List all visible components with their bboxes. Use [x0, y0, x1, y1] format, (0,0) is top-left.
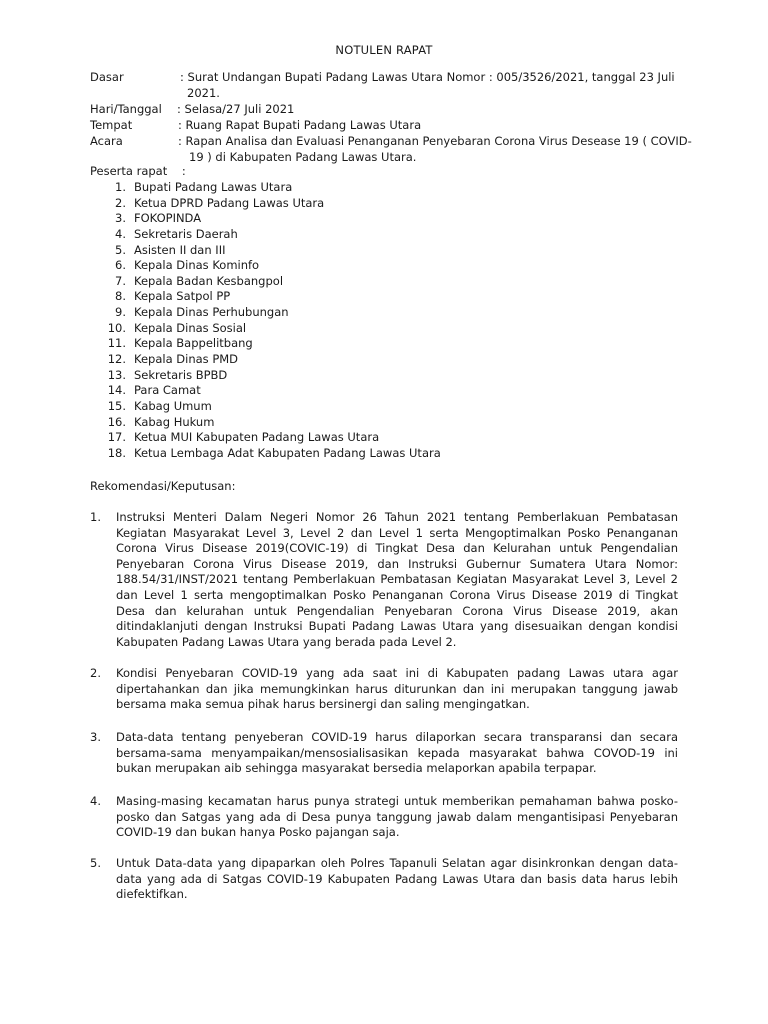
field-tempat-value: : Ruang Rapat Bupati Padang Lawas Utara: [178, 118, 422, 132]
list-item: 9. Kepala Dinas Perhubungan: [115, 305, 289, 320]
list-item: 12. Kepala Dinas PMD: [107, 352, 239, 367]
field-acara-label: Acara: [90, 134, 123, 148]
field-acara-value-cont: 19 ) di Kabupaten Padang Lawas Utara.: [189, 150, 417, 164]
list-item: 6. Kepala Dinas Kominfo: [115, 258, 260, 273]
rekomendasi-label: Rekomendasi/Keputusan:: [90, 479, 236, 493]
decision-number: 3.: [90, 730, 101, 744]
decision-number: 5.: [90, 856, 101, 870]
list-item: 3. FOKOPINDA: [115, 211, 202, 226]
decision-text: Masing-masing kecamatan harus punya strategi untuk memberikan pemahaman bahwa posko-posko dan Satgas yang ada di Desa punya tanggung jawab dalam mengantisipasi Penyebaran COVID-19 dan bukan hanya Posko pajangan saja.: [116, 794, 678, 840]
decision-item-5: [90, 856, 678, 903]
list-item: 1. Bupati Padang Lawas Utara: [115, 180, 293, 194]
field-dasar-value-cont: 2021.: [187, 86, 220, 100]
peserta-label: Peserta rapat :: [90, 164, 186, 178]
decision-number: 4.: [90, 794, 101, 808]
field-hari-value: : Selasa/27 Juli 2021: [177, 102, 295, 116]
list-item: 14. Para Camat: [107, 383, 201, 398]
decision-number: 1.: [90, 510, 101, 524]
list-item: 10. Kepala Dinas Sosial: [107, 320, 247, 335]
list-item: 16. Kabag Hukum: [107, 414, 215, 429]
list-item: 7. Kepala Badan Kesbangpol: [115, 273, 284, 288]
field-dasar-value: : Surat Undangan Bupati Padang Lawas Utara Nomor : 005/3526/2021, tanggal 23 Juli: [180, 70, 675, 84]
list-item: 18. Ketua Lembaga Adat Kabupaten Padang Lawas Utara: [107, 445, 441, 460]
field-hari-label: Hari/Tanggal: [90, 102, 162, 116]
list-item: 4. Sekretaris Daerah: [115, 226, 238, 241]
decision-item-1: [90, 510, 678, 650]
field-tempat-label: Tempat: [90, 118, 133, 132]
peserta-list: [106, 180, 441, 462]
list-item: 15. Kabag Umum: [107, 398, 212, 413]
list-item: 17. Ketua MUI Kabupaten Padang Lawas Utara: [107, 430, 380, 445]
document-title: NOTULEN RAPAT: [335, 43, 433, 57]
decision-number: 2.: [90, 666, 101, 680]
decision-text: Untuk Data-data yang dipaparkan oleh Polres Tapanuli Selatan agar disinkronkan dengan data-data yang ada di Satgas COVID-19 Kabupaten Padang Lawas Utara dan basis data harus lebih diefektifkan.: [116, 856, 678, 902]
list-item: 5. Asisten II dan III: [115, 242, 226, 257]
list-item: 11. Kepala Bappelitbang: [107, 336, 253, 351]
list-item: 8. Kepala Satpol PP: [115, 289, 231, 304]
list-item: 13. Sekretaris BPBD: [107, 367, 228, 382]
decision-item-3: [90, 730, 678, 777]
decision-text: Kondisi Penyebaran COVID-19 yang ada saat ini di Kabupaten padang Lawas utara agar dipertahankan dan jika memungkinkan harus diturunkan dan ini merupakan tanggung jawab bersama maka semua pihak harus bersinergi dan saling mengingatkan.: [116, 666, 678, 712]
list-item: 2. Ketua DPRD Padang Lawas Utara: [115, 195, 325, 210]
decision-item-4: [90, 794, 678, 841]
field-acara-value: : Rapan Analisa dan Evaluasi Penanganan Penyebaran Corona Virus Desease 19 ( COVID-: [178, 134, 692, 148]
decision-text: Instruksi Menteri Dalam Negeri Nomor 26 Tahun 2021 tentang Pemberlakuan Pembatasan Kegiatan Masyarakat Level 3, Level 2 dan Level 1 serta Mengoptimalkan Posko Penanganan Corona Virus Disease 2019(COVIC-19) di Tingkat Desa dan Kelurahan untuk Pengendalian Penyebaran Corona Virus Disease 2019, dan Instruksi Gubernur Sumatera Utara Nomor: 188.54/31/INST/2021 tentang Pemberlakuan Pembatasan Kegiatan Masyarakat Level 3, Level 2 dan Level 1 serta mengoptimalkan Posko Penanganan Corona Virus Disease 2019 di Tingkat Desa dan kelurahan untuk Pengendalian Penyebaran Corona Virus Disease 2019, akan ditindaklanjuti dengan Instruksi Bupati Padang Lawas Utara yang disesuaikan dengan kondisi Kabupaten Padang Lawas Utara yang berada pada Level 2.: [116, 510, 678, 649]
field-dasar-label: Dasar: [90, 70, 124, 84]
decision-text: Data-data tentang penyeberan COVID-19 harus dilaporkan secara transparansi dan secara bersama-sama menyampaikan/mensosialisasikan kepada masyarakat bahwa COVOD-19 ini bukan merupakan aib sehingga masyarakat bersedia melaporkan apabila terpapar.: [116, 730, 678, 776]
decision-item-2: [90, 666, 678, 713]
